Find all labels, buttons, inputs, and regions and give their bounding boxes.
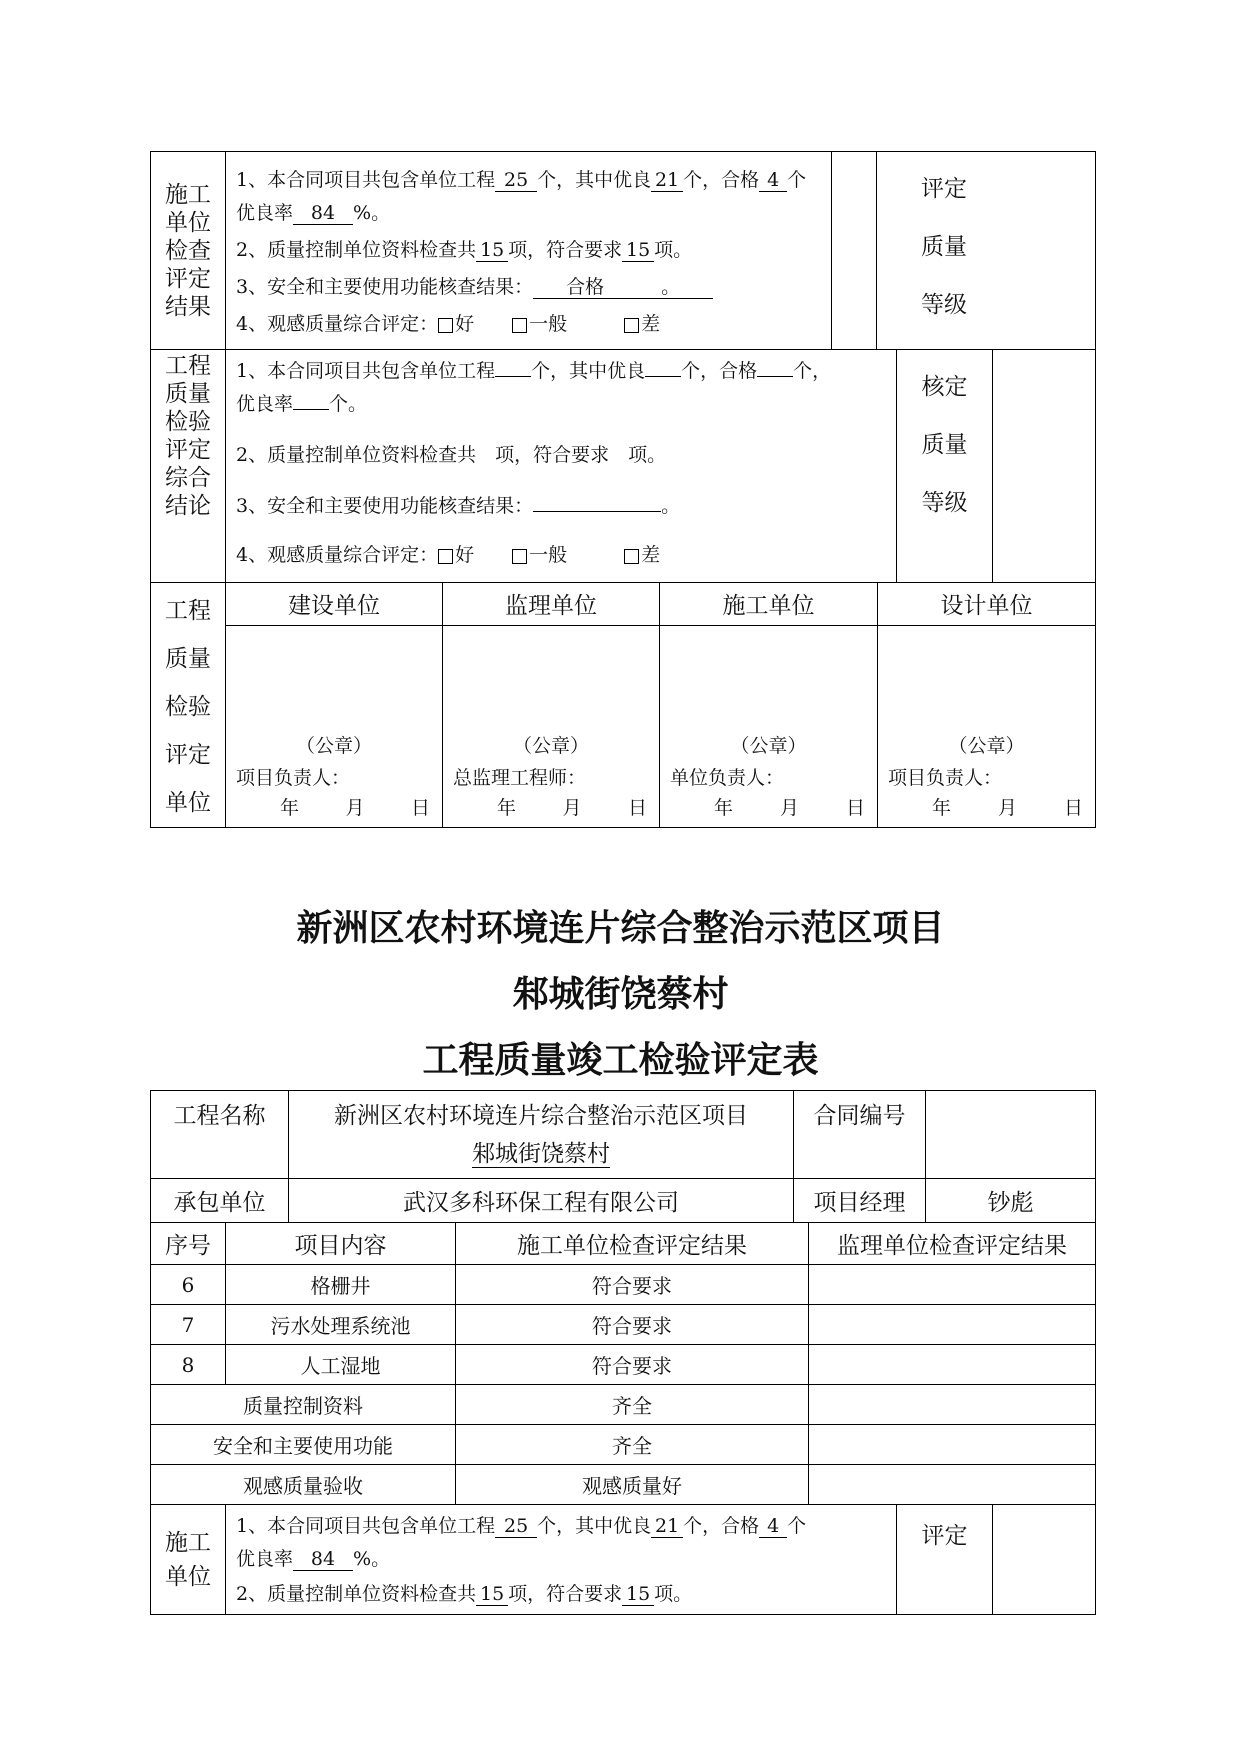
bottom-evaluation-table	[150, 1504, 1096, 1615]
row-item: 污水处理系统池	[226, 1305, 456, 1345]
doc-title-line-1: 新洲区农村环境连片综合整治示范区项目	[296, 908, 945, 949]
summary-row	[151, 1465, 1096, 1505]
summary-item: 安全和主要使用功能	[151, 1425, 456, 1465]
summary-supervision[interactable]	[809, 1465, 1096, 1505]
doc-title-line-2: 邾城街饶蔡村	[512, 974, 729, 1015]
manager-label: 项目经理	[794, 1179, 926, 1223]
party-sign-owner[interactable]: （公章） 项目负责人： 年 月 日	[226, 625, 443, 827]
project-name-label: 工程名称	[151, 1091, 289, 1179]
party-sign-supervisor[interactable]: （公章） 总监理工程师： 年 月 日	[443, 625, 660, 827]
checkbox-poor[interactable]	[624, 549, 639, 564]
top-verify-table	[150, 349, 1096, 583]
completion-form-header	[150, 1090, 1096, 1223]
row-item: 人工湿地	[226, 1345, 456, 1385]
construction-check-content: 1、本合同项目共包含单位工程 25 个，其中优良 21 个，合格 4 个 优良率 84 %。 2、质量控制单位资料检查共 15 项，符合要求 15 项。 3、安全和主要使用功能核查结果： 合格 。 4、观感质量综合评定： 好 一般 差	[226, 152, 832, 350]
item-results-table	[150, 1222, 1096, 1505]
summary-result: 齐全	[456, 1385, 809, 1425]
bottom-grade-label: 评定	[897, 1505, 993, 1615]
checkbox-good[interactable]	[438, 318, 453, 333]
manager-value: 钞彪	[926, 1179, 1096, 1223]
row-result: 符合要求	[456, 1265, 809, 1305]
party-name-contractor: 施工单位	[660, 583, 878, 626]
checkbox-fair[interactable]	[512, 318, 527, 333]
row-no: 6	[151, 1265, 226, 1305]
summary-supervision[interactable]	[809, 1425, 1096, 1465]
col-header-construction-result: 施工单位检查评定结果	[456, 1223, 809, 1265]
signature-table	[150, 582, 1096, 828]
summary-result: 观感质量好	[456, 1465, 809, 1505]
summary-supervision[interactable]	[809, 1385, 1096, 1425]
doc-title-line-3: 工程质量竣工检验评定表	[422, 1040, 819, 1081]
bottom-construction-content: 1、本合同项目共包含单位工程 25 个，其中优良 21 个，合格 4 个 优良率 84 %。 2、质量控制单位资料检查共 15 项，符合要求 15 项。	[226, 1505, 897, 1615]
verify-conclusion-label: 工程 质量 检验 评定 综合 结论	[151, 350, 226, 583]
verify-conclusion-content: 1、本合同项目共包含单位工程 个，其中优良 个，合格 个， 优良率 个。 2、质量控制单位资料检查共 项，符合要求 项。 3、安全和主要使用功能核查结果： 。 4、观感质量综合评定： 好 一般 差	[226, 350, 897, 583]
table-row	[151, 1345, 1096, 1385]
summary-item: 质量控制资料	[151, 1385, 456, 1425]
party-sign-designer[interactable]: （公章） 项目负责人： 年 月 日	[878, 625, 1096, 827]
contract-no-label: 合同编号	[794, 1091, 926, 1179]
row-no: 7	[151, 1305, 226, 1345]
party-sign-contractor[interactable]: （公章） 单位负责人： 年 月 日	[660, 625, 878, 827]
col-header-supervision-result: 监理单位检查评定结果	[809, 1223, 1096, 1265]
row-result: 符合要求	[456, 1305, 809, 1345]
checkbox-fair[interactable]	[512, 549, 527, 564]
verify-grade-label: 核定 质量 等级	[897, 350, 993, 583]
contractor-label: 承包单位	[151, 1179, 289, 1223]
checkbox-good[interactable]	[438, 549, 453, 564]
project-name-value: 新洲区农村环境连片综合整治示范区项目 邾城街饶蔡村	[289, 1091, 794, 1179]
construction-check-label: 施工 单位 检查 评定 结果	[151, 152, 226, 350]
bottom-grade-value[interactable]	[993, 1505, 1096, 1615]
summary-item: 观感质量验收	[151, 1465, 456, 1505]
table-row	[151, 1265, 1096, 1305]
col-header-item: 项目内容	[226, 1223, 456, 1265]
row-result: 符合要求	[456, 1345, 809, 1385]
checkbox-poor[interactable]	[624, 318, 639, 333]
grade-label-1: 评定 质量 等级	[921, 176, 967, 318]
contract-no-value[interactable]	[926, 1091, 1096, 1179]
bottom-construction-label: 施工 单位	[151, 1505, 226, 1615]
table-row	[151, 1305, 1096, 1345]
sign-units-label: 工程 质量 检验 评定 单位	[151, 583, 226, 828]
row-no: 8	[151, 1345, 226, 1385]
contractor-value: 武汉多科环保工程有限公司	[289, 1179, 794, 1223]
col-header-no: 序号	[151, 1223, 226, 1265]
summary-result: 齐全	[456, 1425, 809, 1465]
row-supervision[interactable]	[809, 1345, 1096, 1385]
verify-grade-value[interactable]	[993, 350, 1096, 583]
party-name-designer: 设计单位	[878, 583, 1096, 626]
summary-row	[151, 1385, 1096, 1425]
party-name-supervisor: 监理单位	[443, 583, 660, 626]
row-item: 格栅井	[226, 1265, 456, 1305]
summary-row	[151, 1425, 1096, 1465]
row-supervision[interactable]	[809, 1265, 1096, 1305]
party-name-owner: 建设单位	[226, 583, 443, 626]
row-supervision[interactable]	[809, 1305, 1096, 1345]
evaluate-grade-label	[832, 152, 877, 350]
